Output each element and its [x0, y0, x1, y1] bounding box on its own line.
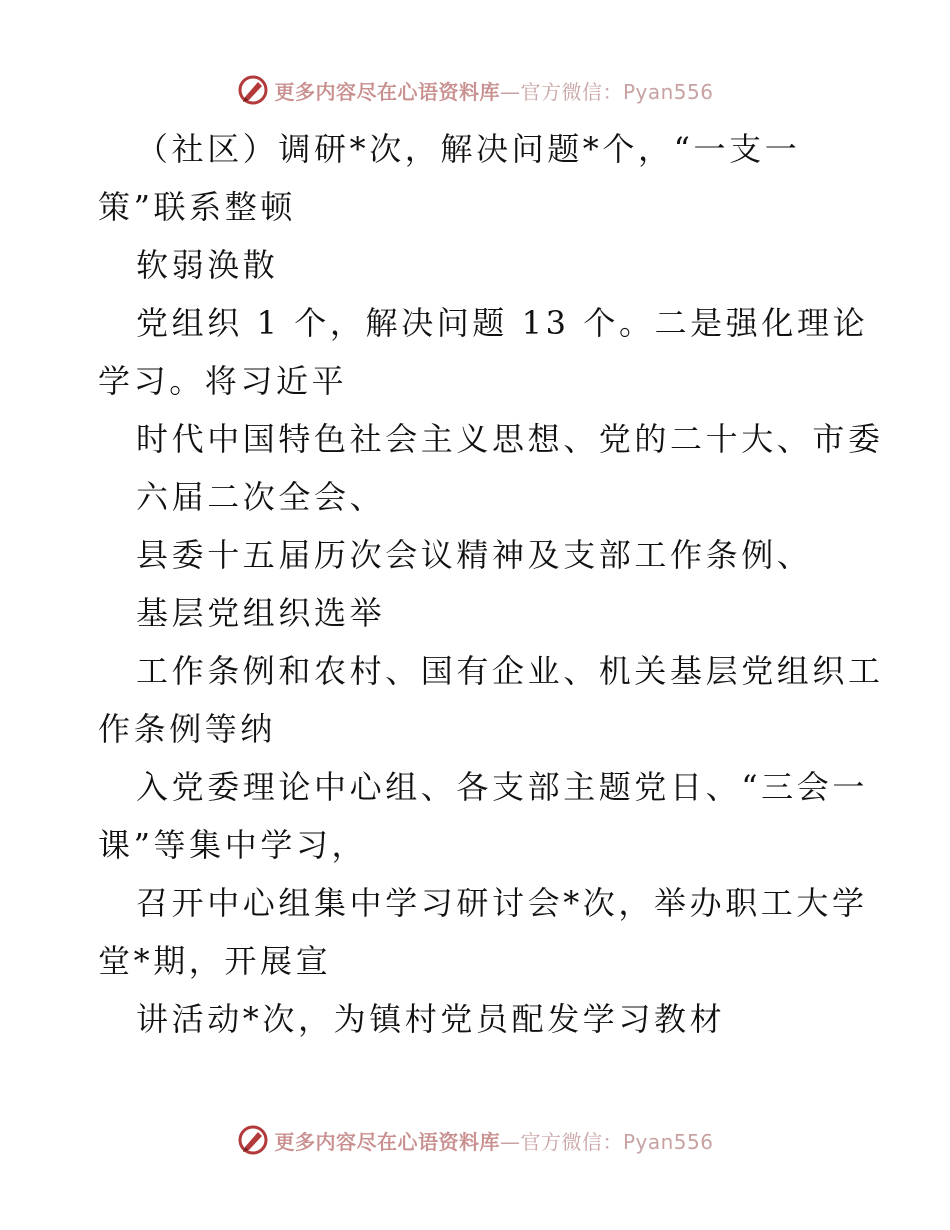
pen-logo-icon: [236, 1123, 270, 1157]
footer-watermark: [0, 1120, 950, 1160]
body-line: 策”联系整顿: [98, 188, 296, 226]
watermark-site-name: 更多内容尽在心语资料库: [274, 1129, 500, 1154]
watermark-contact: 官方微信：Pyan556: [520, 79, 714, 104]
pen-logo-icon: [236, 73, 270, 107]
body-line: 召开中心组集中学习研讨会*次，举办职工大学: [136, 884, 868, 922]
body-line: 课”等集中学习，: [98, 826, 368, 864]
header-watermark: [0, 70, 950, 110]
body-line: 基层党组织选举: [136, 594, 386, 632]
body-line: 入党委理论中心组、各支部主题党日、“三会一: [136, 768, 868, 806]
body-line: 工作条例和农村、国有企业、机关基层党组织工: [136, 652, 884, 690]
body-line: 讲活动*次，为镇村党员配发学习教材: [136, 1000, 726, 1038]
watermark-contact: 官方微信：Pyan556: [520, 1129, 714, 1154]
watermark-site-name: 更多内容尽在心语资料库: [274, 79, 500, 104]
body-line: 党组织 1 个，解决问题 13 个。二是强化理论: [136, 304, 869, 342]
body-line: 作条例等纳: [98, 710, 277, 748]
body-line: 软弱涣散: [136, 246, 279, 284]
body-line: 县委十五届历次会议精神及支部工作条例、: [136, 536, 813, 574]
body-line: 时代中国特色社会主义思想、党的二十大、市委: [136, 420, 884, 458]
watermark-text: [274, 76, 713, 105]
watermark-dash: —: [499, 79, 521, 104]
body-line: 学习。将习近平: [98, 362, 348, 400]
body-line: 六届二次全会、: [136, 478, 386, 516]
watermark-dash: —: [499, 1129, 521, 1154]
body-line: 堂*期，开展宣: [98, 942, 332, 980]
body-line: （社区）调研*次，解决问题*个，“一支一: [136, 130, 801, 168]
watermark-text: [274, 1126, 713, 1155]
